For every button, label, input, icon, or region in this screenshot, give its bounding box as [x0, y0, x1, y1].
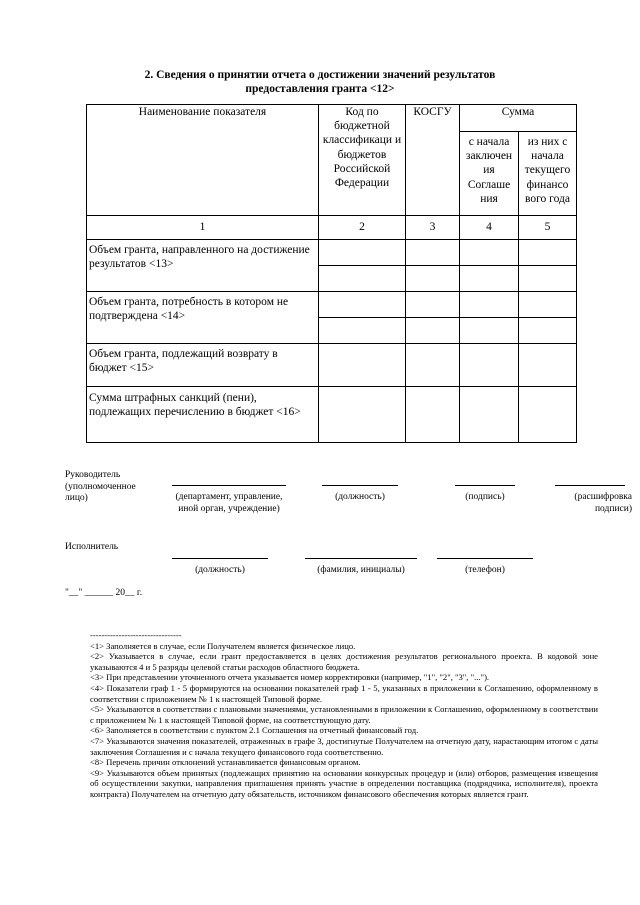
head-label: Руководитель (уполномоченное лицо): [65, 470, 136, 503]
table-cell: [406, 318, 460, 344]
table-cell: [519, 387, 577, 443]
head-field-signature: (подпись): [465, 492, 505, 502]
head-field-position: (должность): [335, 492, 385, 502]
section-title-line2: предоставления гранта <12>: [245, 83, 395, 95]
executor-field-position: (должность): [195, 565, 245, 575]
table-cell: [460, 266, 519, 292]
table-cell: [460, 318, 519, 344]
footnote: <5> Указываются в соответствии с плановыми значениями, установленными в приложении к Соглашению, оформленному в соответствии с приложением № 1 к настоящей Типовой форме, на соответствующую дату.: [90, 704, 598, 725]
footnote: <8> Перечень причин отклонений устанавливается финансовым органом.: [90, 757, 361, 768]
header-budget-code: Код по бюджетной классификаци и бюджетов Российской Федерации: [319, 105, 406, 216]
footnote: <9> Указываются объем принятых (подлежащих принятию на основании конкурсных процедур и (или) отборов, размещения извещения об осуществлении закупки, направления приглашения принять участие в определении поставщика (подрядчика, исполнителя), проекта контракта) Получателем на отчетную дату обязательств, источником финансового обеспечения которых является грант.: [90, 767, 598, 799]
signature-line[interactable]: [322, 485, 398, 486]
footnote: <4> Показатели граф 1 - 5 формируются на основании показателей граф 1 - 5, указанных в приложении к Соглашению, оформленному в соответствии с приложением № 1 к настоящей Типовой форме.: [90, 682, 598, 704]
table-cell: [406, 344, 460, 387]
footnote-separator: --------------------------------: [90, 630, 182, 640]
signature-line[interactable]: [437, 558, 533, 559]
grant-report-table: [86, 104, 577, 443]
row-label-directed: Объем гранта, направленного на достижение результатов <13>: [87, 240, 319, 292]
signature-line[interactable]: [555, 485, 625, 486]
table-cell: [406, 240, 460, 266]
header-sum-from-start: с начала заключен ия Соглаше ния: [460, 132, 519, 216]
date-field[interactable]: "__" ______ 20__ г.: [65, 588, 143, 598]
table-cell: [519, 266, 577, 292]
footnote: <1> Заполняется в случае, если Получателем является физическое лицо.: [90, 640, 356, 651]
executor-field-name: (фамилия, инициалы): [317, 565, 405, 575]
table-cell: [519, 292, 577, 318]
table-cell: [406, 387, 460, 443]
table-cell: [460, 292, 519, 318]
table-cell: [406, 266, 460, 292]
head-field-decryption: (расшифровка подписи): [574, 492, 632, 514]
col-number-3: 3: [406, 216, 460, 240]
col-number-1: 1: [87, 216, 319, 240]
header-indicator-name: Наименование показателя: [87, 105, 319, 216]
head-field-department: (департамент, управление, иной орган, учреждение): [175, 492, 283, 514]
footnote: <6> Заполняется в соответствии с пунктом 2.1 Соглашения на отчетный финансовый год.: [90, 725, 419, 736]
table-cell: [406, 292, 460, 318]
footnote: <3> При представлении уточненного отчета указывается номер корректировки (например, "1", "2", "3", "...").: [90, 672, 490, 683]
footnote: <2> Указывается в случае, если грант предоставляется в целях достижения результатов регионального проекта. В кодовой зоне указываются 4 и 5 разряды целевой статьи расходов областного бюджета.: [90, 651, 598, 672]
row-label-unconfirmed: Объем гранта, потребность в котором не подтверждена <14>: [87, 292, 319, 344]
table-cell: [519, 344, 577, 387]
signature-line[interactable]: [455, 485, 515, 486]
table-cell: [460, 387, 519, 443]
row-label-penalties: Сумма штрафных санкций (пени), подлежащих перечислению в бюджет <16>: [87, 387, 319, 443]
section-title-line1: 2. Сведения о принятии отчета о достижении значений результатов: [144, 69, 496, 81]
table-cell: [460, 240, 519, 266]
table-cell: [319, 344, 406, 387]
table-cell: [319, 318, 406, 344]
footnotes: [90, 630, 598, 800]
header-kosgu: КОСГУ: [406, 105, 460, 216]
table-cell: [319, 240, 406, 266]
table-cell: [319, 292, 406, 318]
executor-label: Исполнитель: [65, 542, 119, 552]
section-title: [0, 68, 640, 96]
header-sum-current-year: из них с начала текущего финансо вого года: [519, 132, 577, 216]
signature-line[interactable]: [172, 558, 268, 559]
row-label-return: Объем гранта, подлежащий возврату в бюджет <15>: [87, 344, 319, 387]
col-number-4: 4: [460, 216, 519, 240]
signature-line[interactable]: [305, 558, 417, 559]
header-sum: Сумма: [460, 105, 577, 132]
executor-field-phone: (телефон): [465, 565, 505, 575]
table-cell: [460, 344, 519, 387]
table-cell: [319, 387, 406, 443]
table-cell: [519, 318, 577, 344]
signature-line[interactable]: [172, 485, 286, 486]
col-number-5: 5: [519, 216, 577, 240]
col-number-2: 2: [319, 216, 406, 240]
footnote: <7> Указываются значения показателей, отраженных в графе 3, достигнутые Получателем на отчетную дату, нарастающим итогом с даты заключения Соглашения и с начала текущего финансового года соответственно.: [90, 735, 598, 757]
table-cell: [519, 240, 577, 266]
table-cell: [319, 266, 406, 292]
